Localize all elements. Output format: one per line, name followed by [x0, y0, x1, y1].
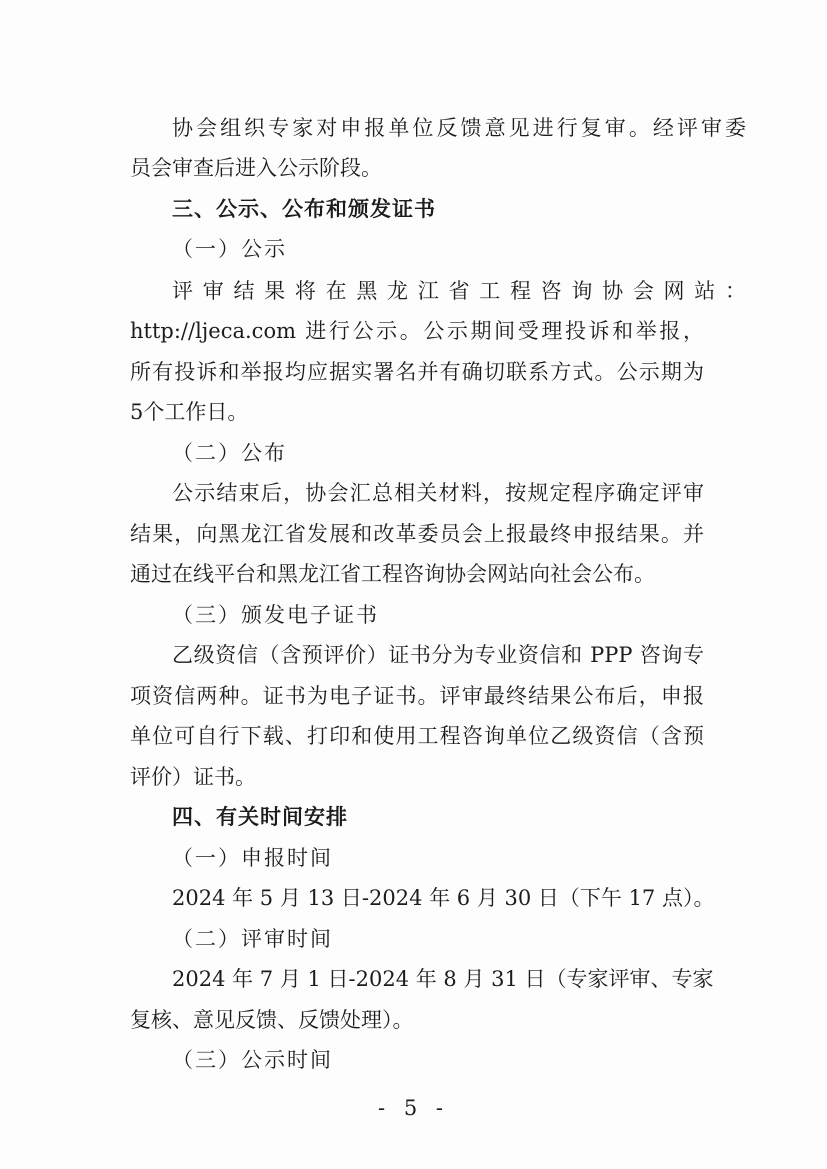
paragraph-line-6: http://ljeca.com 进行公示。公示期间受理投诉和举报， — [130, 319, 704, 343]
paragraph-line-2: 员会审查后进入公示阶段。 — [130, 156, 382, 180]
review-period-line-2: 复核、意见反馈、反馈处理）。 — [130, 1008, 414, 1032]
paragraph-line-16: 单位可自行下载、打印和使用工程咨询单位乙级资信（含预 — [130, 724, 704, 748]
paragraph-line-10: 公示结束后，协会汇总相关材料，按规定程序确定评审 — [172, 481, 704, 505]
subheading-application-time: （一）申报时间 — [172, 846, 333, 870]
paragraph-line-8: 5个工作日。 — [130, 400, 249, 424]
subheading-review-time: （二）评审时间 — [172, 927, 333, 951]
paragraph-line-5: 评审结果将在黑龙江省工程咨询协会网站： — [172, 279, 746, 303]
paragraph-line-11: 结果，向黑龙江省发展和改革委员会上报最终申报结果。并 — [130, 522, 704, 546]
application-period: 2024 年 5 月 13 日-2024 年 6 月 30 日（下午 17 点）。 — [172, 886, 715, 910]
paragraph-line-15: 项资信两种。证书为电子证书。评审最终结果公布后，申报 — [130, 684, 704, 708]
section-heading-4: 四、有关时间安排 — [172, 805, 348, 829]
paragraph-line-7: 所有投诉和举报均应据实署名并有确切联系方式。公示期为 — [130, 360, 704, 384]
subheading-publicity: （一）公示 — [172, 237, 287, 261]
paragraph-line-17: 评价）证书。 — [130, 765, 256, 789]
subheading-publicity-time: （三）公示时间 — [172, 1048, 333, 1072]
paragraph-line-14: 乙级资信（含预评价）证书分为专业资信和 PPP 咨询专 — [172, 643, 704, 667]
paragraph-line-12: 通过在线平台和黑龙江省工程咨询协会网站向社会公布。 — [130, 562, 655, 586]
page-number: - 5 - — [378, 1096, 449, 1120]
paragraph-line-1: 协会组织专家对申报单位反馈意见进行复审。经评审委 — [172, 116, 746, 140]
subheading-announcement: （二）公布 — [172, 441, 287, 465]
section-heading-3: 三、公示、公布和颁发证书 — [172, 197, 436, 221]
review-period-line-1: 2024 年 7 月 1 日-2024 年 8 月 31 日（专家评审、专家 — [172, 967, 714, 991]
subheading-certificate: （三）颁发电子证书 — [172, 603, 379, 627]
